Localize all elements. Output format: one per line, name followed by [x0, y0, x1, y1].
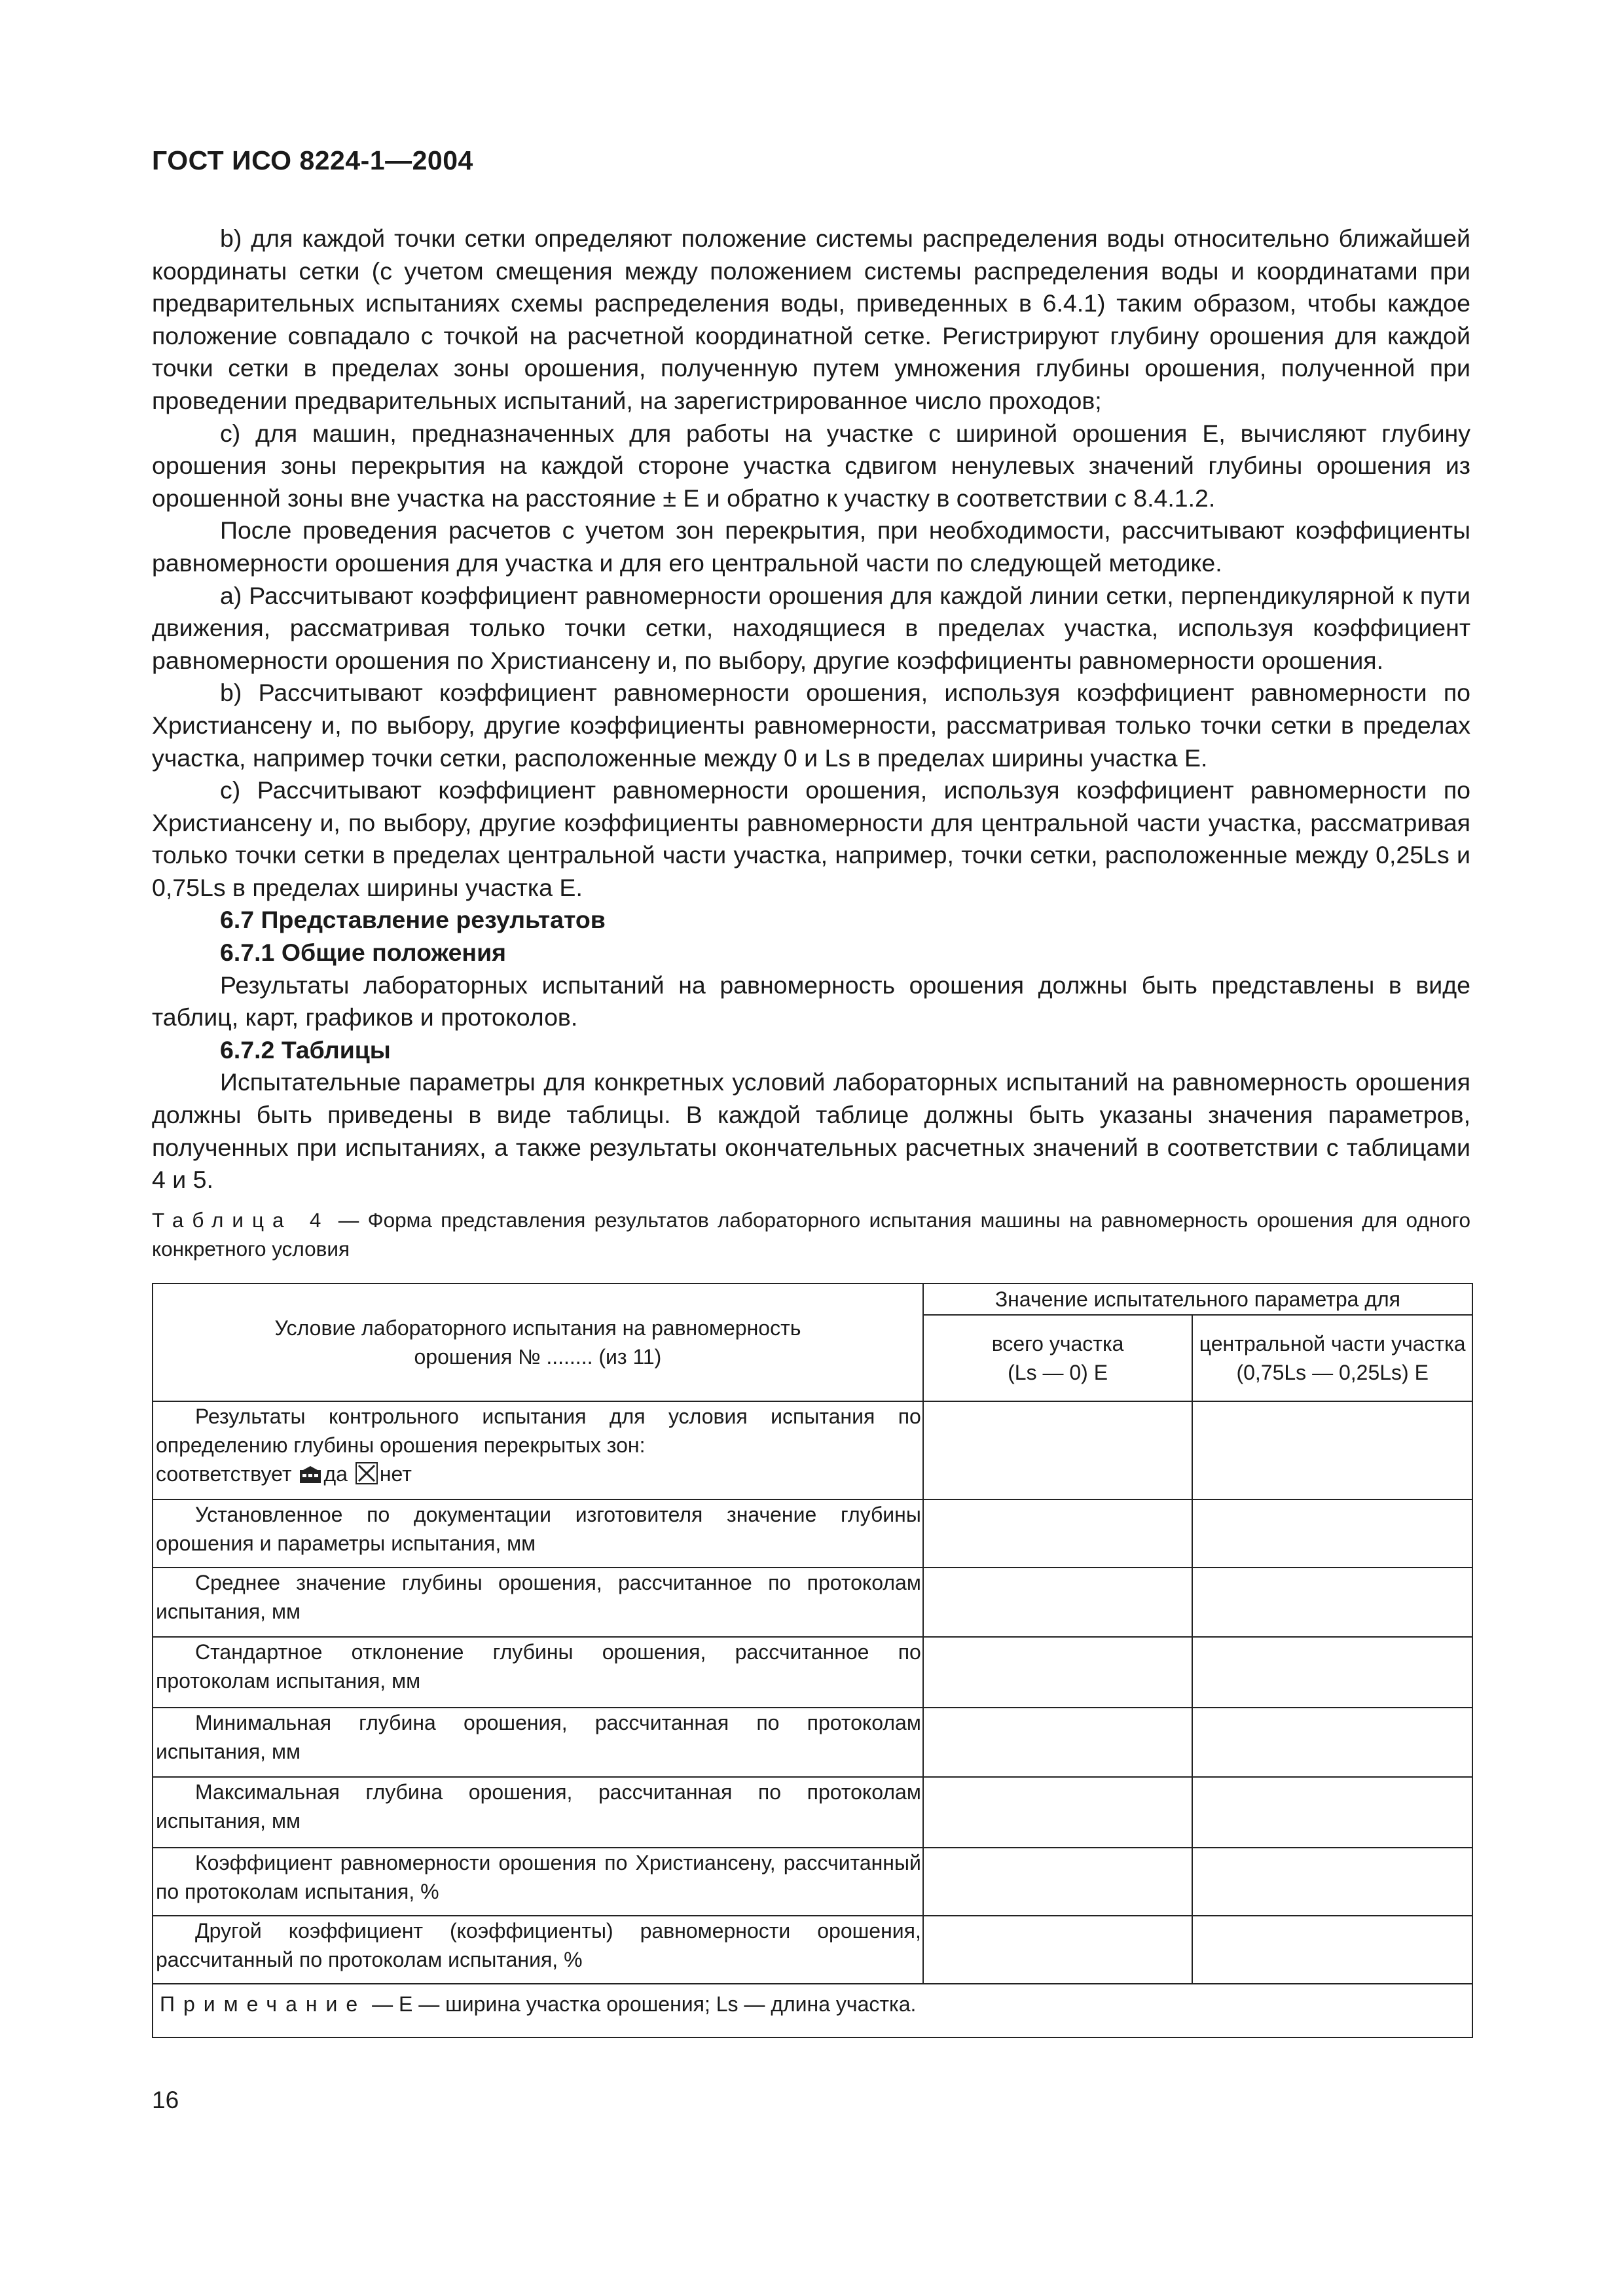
table-row-label: Установленное по документации изготовителя значение глубины орошения и параметры испытания, мм	[153, 1499, 923, 1568]
paragraph: Испытательные параметры для конкретных условий лабораторных испытаний на равномерность орошения должны быть приведены в виде таблицы. В каждой таблице должны быть указаны значения параметров, полученных при испытаниях, а также результаты окончательных расчетных значений в соответствии с таблицами 4 и 5.	[152, 1068, 1470, 1194]
header-whole-plot: всего участка (Ls — 0) E	[923, 1315, 1193, 1401]
body-text	[152, 223, 1470, 1196]
table-cell-empty	[1192, 1777, 1472, 1848]
table-cell-empty	[923, 1708, 1193, 1777]
paragraph: c) для машин, предназначенных для работы на участке с шириной орошения E, вычисляют глубину орошения зоны перекрытия на каждой стороне участка сдвигом ненулевых значений глубины орошения из орошенной зоны вне участка на расстояние ± E и обратно к участку в соответствии с 8.4.1.2.	[152, 419, 1470, 512]
table-cell-empty	[923, 1777, 1193, 1848]
checkbox-crossed-icon	[356, 1462, 378, 1484]
section-heading: 6.7 Представление результатов	[220, 906, 606, 934]
table-row-label: Стандартное отклонение глубины орошения, рассчитанное по протоколам испытания, мм	[153, 1637, 923, 1708]
table-cell-empty	[1192, 1499, 1472, 1568]
table-cell-empty	[1192, 1568, 1472, 1637]
checkbox-checked-icon	[299, 1463, 321, 1481]
table-caption-label: Таблица 4	[152, 1208, 330, 1232]
table-caption-text: — Форма представления результатов лабораторного испытания машины на равномерность орошения для одного конкретного условия	[152, 1208, 1470, 1261]
paragraph: b) Рассчитывают коэффициент равномерности орошения, используя коэффициент равномерности по Христиансену и, по выбору, другие коэффициенты равномерности, рассматривая только точки сетки в пределах участка, например точки сетки, расположенные между 0 и Ls в пределах ширины участка E.	[152, 679, 1470, 772]
table-cell-empty	[923, 1848, 1193, 1916]
table-cell-empty	[1192, 1916, 1472, 1984]
paragraph: После проведения расчетов с учетом зон перекрытия, при необходимости, рассчитывают коэффициенты равномерности орошения для участка и для его центральной части по следующей методике.	[152, 516, 1470, 577]
table-cell-empty	[923, 1916, 1193, 1984]
table-row-label: Максимальная глубина орошения, рассчитанная по протоколам испытания, мм	[153, 1777, 923, 1848]
table-cell-empty	[923, 1568, 1193, 1637]
section-heading: 6.7.1 Общие положения	[220, 939, 507, 967]
table-cell-empty	[1192, 1637, 1472, 1708]
note-label: Примечание	[160, 1992, 367, 2016]
table-cell-empty	[1192, 1401, 1472, 1499]
note-text: — E — ширина участка орошения; Ls — длина участка.	[372, 1992, 917, 2016]
results-table	[152, 1283, 1473, 2038]
header-parameter-group: Значение испытательного параметра для	[923, 1283, 1472, 1315]
paragraph: b) для каждой точки сетки определяют положение системы распределения воды относительно ближайшей координаты сетки (с учетом смещения между положением системы распределения воды и координатами при предварительных испытаниях схемы распределения воды, приведенных в 6.4.1) таким образом, чтобы каждое положение совпадало с точкой на расчетной координатной сетке. Регистрируют глубину орошения для каждой точки сетки в пределах зоны орошения, полученную путем умножения глубины орошения, полученной при проведении предварительных испытаний, на зарегистрированное число проходов;	[152, 224, 1470, 414]
table-cell-empty	[923, 1401, 1193, 1499]
table-row-label: Минимальная глубина орошения, рассчитанная по протоколам испытания, мм	[153, 1708, 923, 1777]
table-row-label: Среднее значение глубины орошения, рассчитанное по протоколам испытания, мм	[153, 1568, 923, 1637]
header-central-part: центральной части участка (0,75Ls — 0,25Ls) E	[1192, 1315, 1472, 1401]
paragraph: c) Рассчитывают коэффициент равномерности орошения, используя коэффициент равномерности по Христиансену и, по выбору, другие коэффициенты равномерности для центральной части участка, рассматривая только точки сетки в пределах центральной части участка, например, точки сетки, расположенные между 0,25Ls и 0,75Ls в пределах ширины участка E.	[152, 776, 1470, 901]
table-cell-empty	[923, 1499, 1193, 1568]
paragraph: a) Рассчитывают коэффициент равномерности орошения для каждой линии сетки, перпендикулярной к пути движения, рассматривая только точки сетки, находящиеся в пределах участка, используя коэффициент равномерности орошения по Христиансену и, по выбору, другие коэффициенты равномерности орошения.	[152, 581, 1470, 674]
paragraph: Результаты лабораторных испытаний на равномерность орошения должны быть представлены в виде таблиц, карт, графиков и протоколов.	[152, 971, 1470, 1031]
page-number: 16	[152, 2087, 179, 2113]
table-cell-empty	[1192, 1848, 1472, 1916]
document-header: ГОСТ ИСО 8224-1—2004	[152, 145, 473, 175]
table-cell-empty	[923, 1637, 1193, 1708]
table-caption	[152, 1206, 1470, 1263]
section-heading: 6.7.2 Таблицы	[220, 1035, 391, 1064]
table-row-label: Результаты контрольного испытания для условия испытания по определению глубины орошения перекрытых зон: соответствует да нет	[153, 1401, 923, 1499]
header-condition: Условие лабораторного испытания на равномерность орошения № ........ (из 11)	[153, 1283, 923, 1401]
table-row-label: Другой коэффициент (коэффициенты) равномерности орошения, рассчитанный по протоколам испытания, %	[153, 1916, 923, 1984]
table-cell-empty	[1192, 1708, 1472, 1777]
table-note	[153, 1984, 1472, 2037]
table-row-label: Коэффициент равномерности орошения по Христиансену, рассчитанный по протоколам испытания, %	[153, 1848, 923, 1916]
